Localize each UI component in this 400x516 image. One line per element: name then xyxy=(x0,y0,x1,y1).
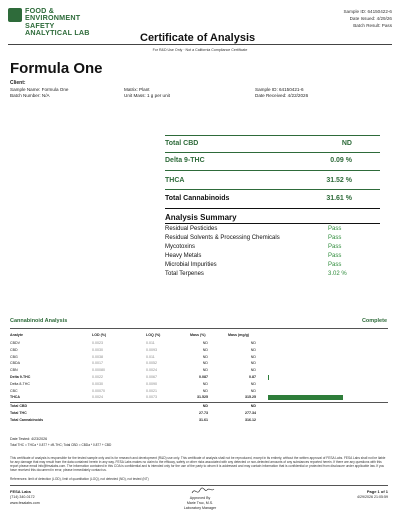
footer-website[interactable]: www.fesalabs.com xyxy=(10,501,40,505)
table-cell: ND xyxy=(202,347,208,352)
analysis-result: Pass xyxy=(328,226,342,232)
total-cell: 277.34 xyxy=(245,411,256,415)
product-name: Formula One xyxy=(10,60,103,77)
summary-row xyxy=(165,177,380,184)
column-header: Mass (mg/g) xyxy=(228,333,249,337)
analysis-result: Pass xyxy=(328,235,342,241)
table-cell: THCA xyxy=(10,395,20,400)
signature-image xyxy=(190,487,216,495)
table-cell: CBDV xyxy=(10,341,20,345)
analysis-result: Pass xyxy=(328,253,342,259)
summary-value: 0.09 % xyxy=(330,157,352,164)
summary-divider xyxy=(165,152,380,153)
table-cell: ND xyxy=(202,368,208,373)
analysis-summary-row: Residual Solvents & Processing Chemicals Pass xyxy=(165,235,342,241)
table-cell: CBN xyxy=(10,368,18,373)
summary-divider xyxy=(165,135,380,136)
total-cell: Total Cannabinoids xyxy=(10,417,44,422)
table-divider xyxy=(10,328,388,329)
date-tested: Date Tested: 4/23/2026 xyxy=(10,437,48,441)
table-cell: ND xyxy=(202,361,208,366)
summary-label: Total CBD xyxy=(165,140,199,147)
table-cell: ND xyxy=(250,347,256,352)
analysis-summary-divider xyxy=(165,223,380,224)
total-cell: Total THC xyxy=(10,411,27,415)
approver-name: Marie Truc, M.S. xyxy=(186,501,214,505)
summary-row xyxy=(165,195,380,202)
analysis-result: 3.02 % xyxy=(328,271,347,277)
total-cell: Total CBD xyxy=(10,404,28,409)
table-cell: CBD xyxy=(10,347,18,352)
summary-row xyxy=(165,157,380,164)
sample-name: Sample Name: Formula One xyxy=(10,87,69,92)
table-cell: 315.25 xyxy=(245,395,256,400)
analysis-summary-row: Mycotoxins Pass xyxy=(165,244,342,250)
analysis-result: Pass xyxy=(328,244,342,250)
summary-divider xyxy=(165,170,380,171)
total-cell: 31.61 xyxy=(199,417,208,422)
table-cell: CBDA xyxy=(10,361,20,366)
table-cell: 0.0023 xyxy=(92,341,103,345)
table-cell: 0.0052 xyxy=(146,361,157,366)
table-cell: CBG xyxy=(10,354,18,359)
column-header: LOD (%) xyxy=(92,333,107,337)
table-cell: 0.0022 xyxy=(92,375,103,379)
summary-divider xyxy=(165,208,380,209)
table-cell: 0.0030 xyxy=(92,381,103,386)
analysis-summary-row: Residual Pesticides Pass xyxy=(165,226,342,232)
column-header: LOQ (%) xyxy=(146,333,161,337)
table-cell: 0.011 xyxy=(146,354,155,359)
disclaimer-text: This certificate of analysis is responsible for the tested sample only and is for research and development (R&D) use only. This certificate of analysis shall not be reproduced, except in its entirety, without the written approval of FESA Labs. FESA Labs shall not be liable for any damage that may result from the data contained herein in any way. FESA Labs makes no claim to the efficacy, safety or other risks associated with any detected or non-detected amounts of any substances reported herein. If there are any questions with this report please email info@fesalabs.com. The information contained in this COA is confidential and is intended only for the use of the party to whom it is addressed and may contain information that is confidential or protected from disclosure under applicable law. If you have received this document in error, please immediately contact us. xyxy=(10,456,386,472)
table-cell: ND xyxy=(250,368,256,373)
analysis-summary-title: Analysis Summary xyxy=(165,213,237,222)
total-cell: ND xyxy=(202,404,208,409)
summary-label: Delta 9-THC xyxy=(165,157,205,164)
table-cell: 0.087 xyxy=(199,375,208,379)
table-cell: Delta 8-THC xyxy=(10,381,30,386)
lab-logo-text: FOOD & ENVIRONMENT SAFETY ANALYTICAL LAB xyxy=(25,6,90,38)
table-cell: ND xyxy=(250,381,256,386)
summary-value: 31.52 % xyxy=(326,177,352,184)
table-cell: ND xyxy=(202,341,208,345)
matrix: Matrix: Plant xyxy=(124,87,150,92)
table-divider xyxy=(10,402,388,403)
client-label: Client: xyxy=(10,80,26,86)
summary-label: Total Cannabinoids xyxy=(165,195,230,202)
summary-divider xyxy=(165,189,380,190)
page-number: Page 1 of 1 xyxy=(366,489,388,494)
table-cell: 0.00080 xyxy=(92,368,105,373)
cannabinoid-section-title: Cannabinoid Analysis xyxy=(10,318,68,324)
table-cell: 0.0021 xyxy=(146,388,157,393)
analysis-summary-row: Heavy Metals Pass xyxy=(165,253,342,259)
table-cell: 0.0093 xyxy=(146,347,157,352)
header-batch-result: Batch Result: Pass xyxy=(353,23,392,28)
approved-by-label: Approved By xyxy=(189,496,211,500)
table-cell: 0.00070 xyxy=(92,388,105,393)
product-sample-id: Sample ID: 64150421-6 xyxy=(255,87,304,92)
table-cell: 0.0024 xyxy=(92,395,103,400)
concentration-bar xyxy=(268,395,343,400)
table-cell: 0.0090 xyxy=(146,381,157,386)
approver-title: Laboratory Manager xyxy=(183,506,217,510)
table-cell: ND xyxy=(202,354,208,359)
document-subtitle: For R&D Use Only · Not a California Compliance Certificate xyxy=(152,48,248,52)
status-badge: Complete xyxy=(361,318,387,324)
table-cell: 0.0038 xyxy=(92,354,103,359)
header-sample-id: Sample ID: 64150422-6 xyxy=(343,9,392,14)
lab-logo-mark xyxy=(8,8,22,22)
table-cell: 0.011 xyxy=(146,341,155,345)
header-meta xyxy=(343,8,392,29)
references-text: References: limit of detection (LOD), limit of quantitation (LOQ), not detected (ND), not tested (NT) xyxy=(10,477,149,481)
total-cell: 316.12 xyxy=(245,417,256,422)
footer-divider xyxy=(10,485,388,486)
document-title: Certificate of Analysis xyxy=(140,32,256,44)
table-cell: 31.525 xyxy=(197,395,208,400)
table-cell: Delta 9-THC xyxy=(10,375,31,379)
summary-row xyxy=(165,140,380,147)
table-cell: 0.0073 xyxy=(146,395,157,400)
header-date-issued: Date Issued: 4/29/26 xyxy=(349,16,392,21)
summary-value: ND xyxy=(341,140,352,147)
table-cell: 0.0024 xyxy=(146,368,157,373)
table-cell: ND xyxy=(250,388,256,393)
batch-number: Batch Number: N/A xyxy=(10,93,50,98)
table-cell: ND xyxy=(250,354,256,359)
summary-label: THCA xyxy=(165,177,185,184)
concentration-bar xyxy=(268,375,269,380)
summary-value: 31.61 % xyxy=(326,195,352,202)
analysis-result: Pass xyxy=(328,262,342,268)
table-cell: 0.87 xyxy=(249,375,256,379)
total-cell: ND xyxy=(250,404,256,409)
unit-mass: Unit Mass: 1 g per unit xyxy=(124,93,170,98)
table-cell: 0.0030 xyxy=(92,347,103,352)
total-cell: 27.73 xyxy=(199,411,208,415)
header-divider xyxy=(8,44,392,45)
column-header: Mass (%) xyxy=(190,333,206,337)
table-cell: ND xyxy=(250,361,256,366)
analysis-summary-row: Microbial Impurities Pass xyxy=(165,262,342,268)
footer-lab-name: FESA Labs xyxy=(10,489,31,494)
table-cell: ND xyxy=(202,381,208,386)
footer-timestamp: 4/29/2026 21:05:59 xyxy=(357,495,388,499)
date-received: Date Received: 4/22/2026 xyxy=(255,93,309,98)
table-cell: ND xyxy=(250,341,256,345)
table-cell: 0.0067 xyxy=(146,375,157,379)
total-formula: Total THC = THCa * 0.877 + d9-THC; Total CBD = CBDa * 0.877 + CBD xyxy=(10,443,112,447)
table-cell: 0.0017 xyxy=(92,361,103,366)
column-header: Analyte xyxy=(10,333,23,337)
table-cell: CBC xyxy=(10,388,18,393)
analysis-summary-row: Total Terpenes 3.02 % xyxy=(165,271,347,277)
table-cell: ND xyxy=(202,388,208,393)
footer-phone: (714) 340-0172 xyxy=(10,495,35,499)
